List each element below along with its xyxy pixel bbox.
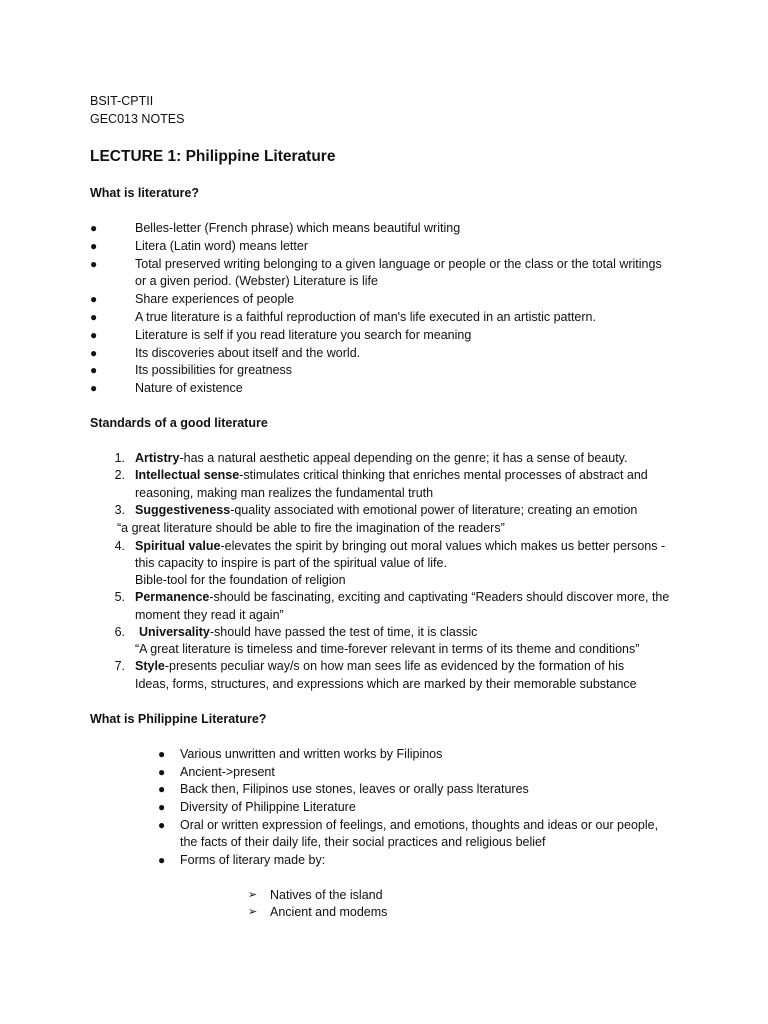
numbered-item-continuation: moment they read it again” — [135, 608, 284, 622]
numbered-item — [135, 450, 627, 468]
list-item: Various unwritten and written works by Filipinos — [180, 747, 443, 761]
bullet-icon: ● — [90, 328, 98, 342]
list-item: A true literature is a faithful reproduction of man's life executed in an artistic pattern. — [135, 310, 596, 324]
list-item: Its possibilities for greatness — [135, 363, 293, 377]
bullet-icon: ● — [158, 765, 166, 779]
list-item: Share experiences of people — [135, 292, 295, 306]
list-item: Litera (Latin word) means letter — [135, 239, 308, 253]
numbered-item-continuation: this capacity to inspire is part of the spiritual value of life. — [135, 556, 447, 570]
sub-list-item: Ancient and modems — [270, 905, 388, 919]
standard-description: -should be fascinating, exciting and captivating “Readers should discover more, the — [209, 590, 670, 604]
list-item: Ancient->present — [180, 765, 275, 779]
standard-term: Artistry — [135, 451, 180, 465]
list-number: 7. — [114, 659, 125, 673]
list-number: 6. — [114, 625, 125, 639]
course-code: BSIT-CPTII — [90, 94, 154, 108]
standard-description: -should have passed the test of time, it is classic — [209, 625, 478, 639]
bullet-icon: ● — [158, 800, 166, 814]
list-item: Oral or written expression of feelings, and emotions, thoughts and ideas or our people, — [180, 818, 659, 832]
section-heading: What is Philippine Literature? — [90, 712, 267, 726]
bullet-icon: ● — [90, 381, 98, 395]
numbered-item — [135, 502, 637, 520]
numbered-item-continuation: reasoning, making man realizes the fundamental truth — [135, 486, 434, 500]
bullet-icon: ● — [90, 346, 98, 360]
section-heading: Standards of a good literature — [90, 416, 268, 430]
bullet-icon: ● — [158, 818, 166, 832]
bullet-icon: ● — [158, 853, 166, 867]
standard-description: -stimulates critical thinking that enriches mental processes of abstract and — [239, 468, 648, 482]
bullet-icon: ● — [90, 310, 98, 324]
list-item: Total preserved writing belonging to a given language or people or the class or the total writings — [135, 257, 662, 271]
list-item-continuation: the facts of their daily life, their social practices and religious belief — [180, 835, 546, 849]
standard-term: Suggestiveness — [135, 503, 231, 517]
standard-description: -has a natural aesthetic appeal depending on the genre; it has a sense of beauty. — [179, 451, 628, 465]
quote-line: “a great literature should be able to fire the imagination of the readers” — [117, 521, 505, 535]
sub-list-item: Natives of the island — [270, 888, 383, 902]
arrow-bullet-icon: ➢ — [248, 889, 258, 901]
arrow-bullet-icon: ➢ — [248, 906, 258, 918]
list-item: Back then, Filipinos use stones, leaves or orally pass lteratures — [180, 782, 529, 796]
notes-label: GEC013 NOTES — [90, 112, 185, 126]
list-item: Its discoveries about itself and the world. — [135, 346, 361, 360]
standard-description: -presents peculiar way/s on how man sees life as evidenced by the formation of his — [164, 659, 625, 673]
numbered-item — [135, 658, 624, 676]
list-item: Nature of existence — [135, 381, 243, 395]
list-number: 1. — [114, 451, 125, 465]
standard-term: Universality — [139, 625, 210, 639]
bullet-icon: ● — [158, 747, 166, 761]
numbered-item — [135, 467, 648, 485]
standard-term: Style — [135, 659, 165, 673]
standard-description: -quality associated with emotional power of literature; creating an emotion — [230, 503, 638, 517]
list-item-continuation: or a given period. (Webster) Literature is life — [135, 274, 378, 288]
list-item: Belles-letter (French phrase) which means beautiful writing — [135, 221, 461, 235]
standard-description: -elevates the spirit by bringing out moral values which makes us better persons - — [220, 539, 666, 553]
bullet-icon: ● — [90, 292, 98, 306]
list-number: 4. — [114, 539, 125, 553]
bullet-icon: ● — [90, 221, 98, 235]
numbered-item — [135, 589, 669, 607]
list-number: 5. — [114, 590, 125, 604]
section-heading: What is literature? — [90, 186, 200, 200]
bullet-icon: ● — [90, 257, 98, 271]
bullet-icon: ● — [158, 782, 166, 796]
numbered-item-continuation: “A great literature is timeless and time-forever relevant in terms of its theme and conditions” — [135, 642, 640, 656]
list-item: Forms of literary made by: — [180, 853, 326, 867]
numbered-item-continuation: Ideas, forms, structures, and expressions which are marked by their memorable substance — [135, 677, 637, 691]
list-number: 2. — [114, 468, 125, 482]
lecture-title: LECTURE 1: Philippine Literature — [90, 148, 336, 165]
numbered-item — [135, 538, 665, 556]
list-item: Diversity of Philippine Literature — [180, 800, 356, 814]
list-number: 3. — [114, 503, 125, 517]
standard-term: Spiritual value — [135, 539, 221, 553]
bullet-icon: ● — [90, 363, 98, 377]
standard-term: Permanence — [135, 590, 210, 604]
list-item: Literature is self if you read literature you search for meaning — [135, 328, 472, 342]
numbered-item-continuation: Bible-tool for the foundation of religion — [135, 573, 346, 587]
bullet-icon: ● — [90, 239, 98, 253]
numbered-item — [139, 624, 477, 642]
standard-term: Intellectual sense — [135, 468, 240, 482]
